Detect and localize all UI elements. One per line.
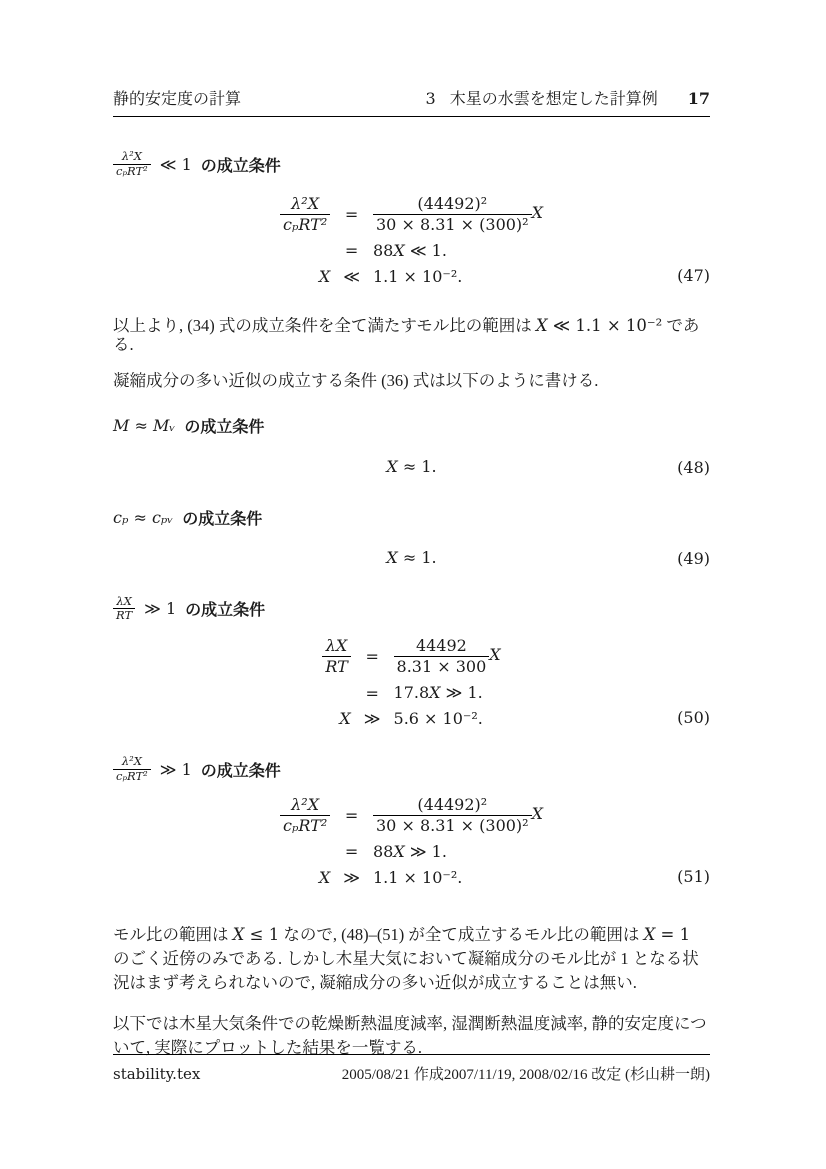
equals-sign: =: [344, 805, 359, 825]
equation-row: [280, 191, 543, 238]
math-number: 88: [373, 841, 394, 861]
math-text: ≪ 1.: [404, 240, 447, 260]
math-value: 5.6 × 10⁻².: [393, 709, 483, 729]
text-line: いて, 実際にプロットした結果を一覧する.: [113, 1037, 423, 1057]
math-value: 1.1 × 10⁻².: [373, 867, 463, 887]
math-relation: ≫ 1: [159, 759, 192, 779]
header-right: [426, 86, 710, 109]
equation-row: [280, 839, 543, 865]
condition-heading-51: [113, 755, 710, 784]
math-text: ≈ 1.: [397, 456, 437, 476]
math-text: ≤ 1: [244, 924, 280, 944]
equation-row: [280, 865, 543, 890]
equation-lhs: [280, 191, 330, 238]
text-line: [113, 316, 710, 354]
math-relation: ≪ 1: [159, 154, 192, 174]
equation-rhs: [394, 680, 501, 706]
text-line: [113, 923, 710, 947]
math-variable: X: [531, 202, 543, 222]
math-variable: X: [393, 240, 405, 260]
equation-row: [280, 792, 543, 839]
equation-number: (47): [677, 265, 710, 285]
heading-label: の成立条件: [185, 602, 266, 620]
fraction-numerator: 44492: [415, 636, 467, 656]
inline-fraction: [113, 595, 135, 624]
fraction-denominator: 30 × 8.31 × (300)²: [373, 214, 532, 235]
text-run: モル比の範囲は: [113, 924, 233, 944]
inline-fraction: [113, 150, 151, 179]
equation-47: [113, 191, 710, 289]
equals-sign: =: [344, 204, 359, 224]
fraction-denominator: 8.31 × 300: [394, 656, 490, 677]
fraction-denominator: cₚRT²: [113, 164, 151, 179]
math-variable: X: [339, 709, 351, 729]
condition-heading-50: [113, 595, 710, 624]
fraction-denominator: RT: [113, 608, 135, 623]
condition-heading-49: [113, 506, 710, 529]
fraction-denominator: 30 × 8.31 × (300)²: [373, 815, 532, 836]
math-text: ≪ 1.1 × 10⁻²: [547, 315, 663, 335]
fraction-numerator: λX: [116, 593, 132, 608]
equation-number: (48): [677, 457, 710, 477]
equation-rhs: [373, 191, 543, 238]
equation-lhs: [280, 839, 330, 865]
fraction-numerator: (44492)²: [417, 193, 488, 213]
equation-lhs: [322, 680, 350, 706]
equation-number: (49): [677, 548, 710, 568]
math-variable: X: [386, 456, 398, 476]
fraction-numerator: λX: [325, 636, 348, 656]
equation-lhs: [280, 792, 330, 839]
fraction-numerator: (44492)²: [417, 794, 488, 814]
math-relation: ≪: [343, 266, 360, 286]
math-text: = 1: [655, 924, 691, 944]
equation-rhs: [373, 238, 543, 264]
math-variable: X: [531, 803, 543, 823]
fraction-denominator: cₚRT²: [113, 769, 151, 784]
equation-row: [322, 706, 500, 731]
math-fraction: [322, 636, 350, 677]
text-line: 凝縮成分の多い近似の成立する条件 (36) 式は以下のように書ける.: [113, 370, 599, 390]
heading-label: の成立条件: [200, 157, 281, 175]
math-fraction: [280, 194, 330, 235]
fraction-denominator: cₚRT²: [280, 214, 330, 235]
equation-row: [322, 633, 500, 680]
fraction-denominator: cₚRT²: [280, 815, 330, 836]
math-variable: X: [535, 315, 548, 335]
math-text: ≫ 1.: [404, 841, 447, 861]
math-number: 17.8: [393, 683, 430, 703]
fraction-numerator: λ²X: [291, 193, 320, 213]
equation-row: [280, 264, 543, 289]
fraction-numerator: λ²X: [121, 149, 142, 163]
math-relation: ≫ 1: [144, 599, 177, 619]
math-fraction: [280, 795, 330, 836]
section-number: 3: [425, 89, 436, 108]
math-text: ≫ 1.: [440, 683, 483, 703]
math-text: ≈ 1.: [397, 547, 437, 567]
math-variable: X: [643, 924, 656, 944]
footer-filename: stability.tex: [113, 1065, 201, 1083]
equation-51: [113, 792, 710, 890]
equals-sign: =: [365, 683, 379, 703]
equation-50: [113, 633, 710, 731]
heading-label: の成立条件: [182, 510, 263, 528]
equation-48: [113, 457, 710, 478]
page-number: 17: [687, 89, 710, 108]
math-variable: X: [393, 841, 405, 861]
page-header: [113, 86, 710, 117]
math-variable: X: [318, 266, 331, 286]
equation-rows: [280, 191, 543, 289]
fraction-numerator: λ²X: [121, 754, 142, 769]
header-left-title: 静的安定度の計算: [113, 91, 242, 108]
math-number: 88: [373, 240, 394, 260]
equation-row: [322, 680, 500, 706]
equation-number: (51): [677, 866, 710, 886]
math-variable: X: [232, 924, 245, 944]
equation-lhs: [280, 238, 330, 264]
equals-sign: =: [365, 647, 379, 667]
equals-sign: =: [344, 241, 359, 261]
text-run: なので, (48)–(51) が全て成立するモル比の範囲は: [279, 924, 644, 944]
equation-49: [113, 548, 710, 569]
math-relation: ≫: [343, 867, 360, 887]
equation-rows: [280, 792, 543, 890]
math-value: 1.1 × 10⁻².: [373, 266, 463, 286]
equals-sign: =: [344, 842, 359, 862]
text-line: 以下では木星大気条件での乾燥断熱温度減率, 湿潤断熱温度減率, 静的安定度につ: [113, 1013, 707, 1033]
math-fraction: [373, 194, 532, 235]
paragraph-1: [113, 316, 710, 390]
footer-revision-note: 2005/08/21 作成2007/11/19, 2008/02/16 改定 (杉山耕一朗): [341, 1067, 710, 1083]
math-fraction: [394, 636, 490, 677]
math-variable: X: [429, 683, 441, 703]
text-run: である.: [113, 315, 700, 354]
equation-row: [280, 238, 543, 264]
condition-heading-47: [113, 150, 710, 179]
math-variable: X: [489, 645, 501, 665]
page-footer: [113, 1054, 710, 1084]
math-variable: X: [318, 867, 331, 887]
paragraph-3: [113, 1012, 710, 1060]
equation-rhs: [394, 633, 501, 680]
text-run: 以上より, (34) 式の成立条件を全て満たすモル比の範囲は: [113, 315, 536, 335]
math-relation: ≫: [363, 709, 381, 729]
text-line: のごく近傍のみである. しかし木星大気において凝縮成分のモル比が 1 となる状: [113, 948, 699, 968]
condition-heading-48: [113, 414, 710, 437]
equation-rhs: [373, 839, 543, 865]
math-expression: cₚ ≈ cₚᵥ: [113, 507, 174, 527]
text-line: 況はまず考えられないので, 凝縮成分の多い近似が成立することは無い.: [113, 972, 637, 992]
math-fraction: [373, 795, 532, 836]
equation-number: (50): [677, 708, 710, 728]
fraction-denominator: RT: [322, 656, 350, 677]
math-expression: M ≈ Mᵥ: [113, 415, 176, 435]
heading-label: の成立条件: [200, 762, 281, 780]
equation-rows: [322, 633, 500, 731]
paragraph-2: [113, 923, 710, 995]
inline-fraction: [113, 755, 151, 784]
equation-lhs: [322, 633, 350, 680]
fraction-numerator: λ²X: [291, 794, 320, 814]
section-title: 木星の水雲を想定した計算例: [449, 91, 658, 108]
math-variable: X: [386, 547, 398, 567]
heading-label: の成立条件: [184, 418, 265, 436]
equation-rhs: [373, 792, 543, 839]
